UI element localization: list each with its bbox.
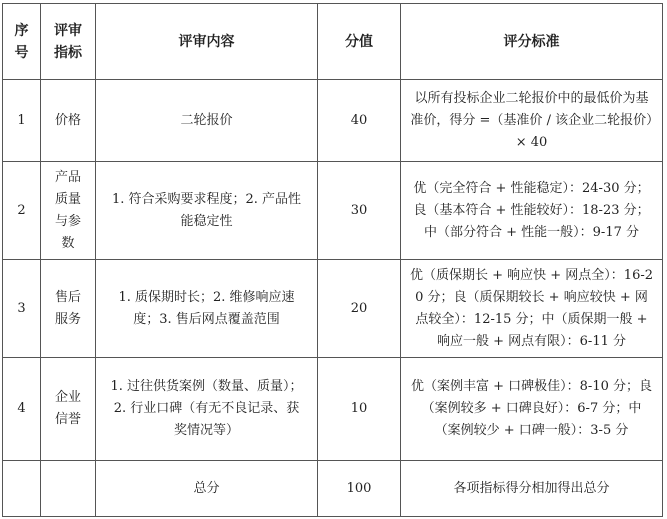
row-indicator: 企业信誉	[41, 358, 96, 461]
row-no: 4	[3, 358, 41, 461]
row-indicator: 价格	[41, 80, 96, 162]
row-score: 30	[318, 162, 401, 260]
row-standard: 优（案例丰富 + 口碑极佳）：8-10 分；良（案例较多 + 口碑良好）：6-7 分；中（案例较少 + 口碑一般）：3-5 分	[401, 358, 663, 461]
total-no	[3, 461, 41, 517]
table-row	[3, 358, 663, 461]
table-row	[3, 260, 663, 358]
row-no: 3	[3, 260, 41, 358]
row-content: 二轮报价	[96, 80, 318, 162]
row-standard: 优（完全符合 + 性能稳定）：24-30 分；良（基本符合 + 性能较好）：18-23 分；中（部分符合 + 性能一般）：9-17 分	[401, 162, 663, 260]
total-label: 总分	[96, 461, 318, 517]
row-content: 1. 过往供货案例（数量、质量）；2. 行业口碑（有无不良记录、获奖情况等）	[96, 358, 318, 461]
row-score: 20	[318, 260, 401, 358]
header-score: 分值	[318, 4, 401, 80]
total-row	[3, 461, 663, 517]
total-indicator	[41, 461, 96, 517]
header-content: 评审内容	[96, 4, 318, 80]
row-indicator: 售后服务	[41, 260, 96, 358]
header-indicator: 评审指标	[41, 4, 96, 80]
table-row	[3, 80, 663, 162]
row-standard: 优（质保期长 + 响应快 + 网点全）：16-20 分；良（质保期较长 + 响应较快 + 网点较全）：12-15 分；中（质保期一般 + 响应一般 + 网点有限）：6-11 分	[401, 260, 663, 358]
row-standard: 以所有投标企业二轮报价中的最低价为基准价，得分 =（基准价 / 该企业二轮报价）× 40	[401, 80, 663, 162]
header-standard: 评分标准	[401, 4, 663, 80]
total-score: 100	[318, 461, 401, 517]
row-content: 1. 质保期时长；2. 维修响应速度；3. 售后网点覆盖范围	[96, 260, 318, 358]
header-no: 序号	[3, 4, 41, 80]
scoring-table	[2, 3, 663, 517]
row-content: 1. 符合采购要求程度；2. 产品性能稳定性	[96, 162, 318, 260]
row-no: 2	[3, 162, 41, 260]
row-no: 1	[3, 80, 41, 162]
table-row	[3, 162, 663, 260]
row-indicator: 产品质量与参数	[41, 162, 96, 260]
row-score: 10	[318, 358, 401, 461]
row-score: 40	[318, 80, 401, 162]
table-header-row	[3, 4, 663, 80]
total-standard: 各项指标得分相加得出总分	[401, 461, 663, 517]
